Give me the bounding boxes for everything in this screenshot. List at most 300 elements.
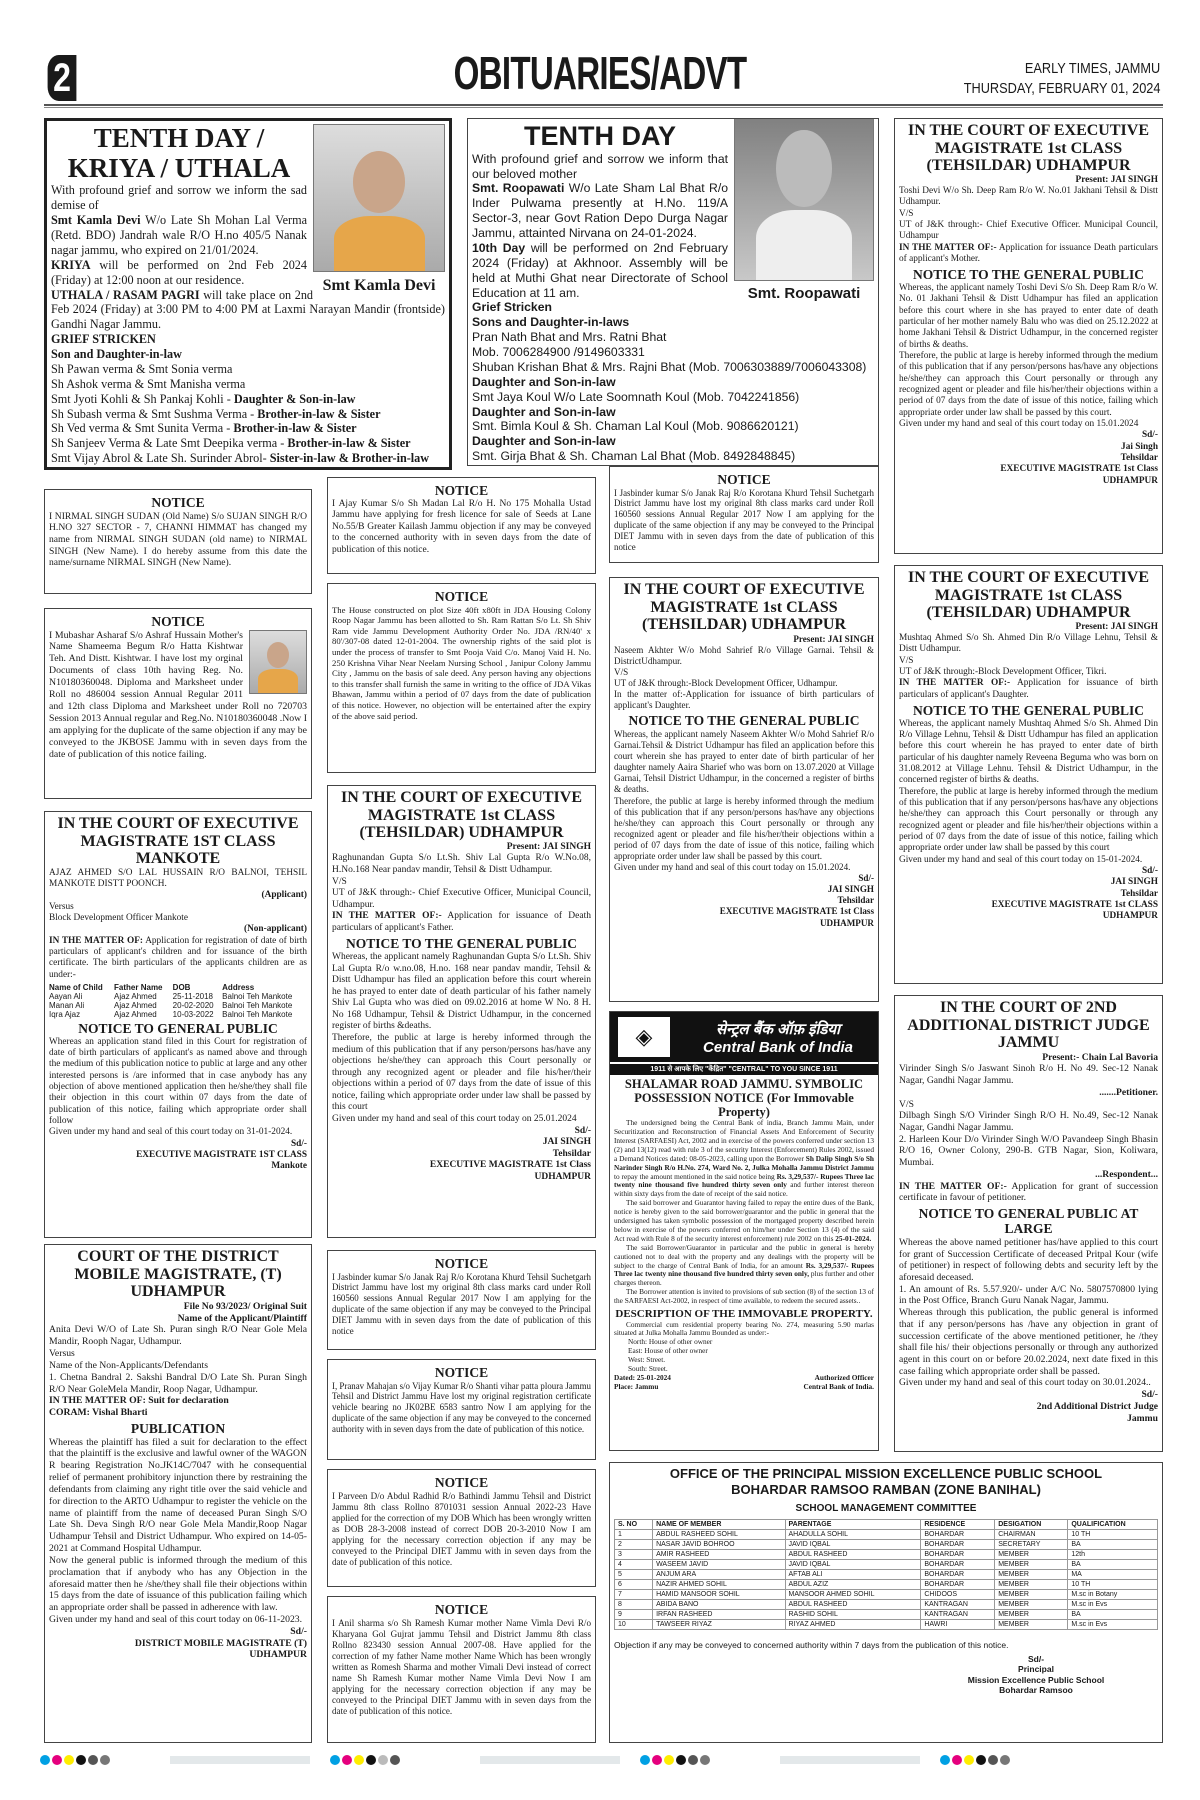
- notice-title: [899, 569, 1158, 622]
- text: IN THE COURT OF EXECUTIVE MAGISTRATE 1st CLASS (TEHSILDAR) UDHAMPUR: [623, 581, 865, 634]
- registration-dot: [342, 1755, 352, 1765]
- text: In the matter of:-Application for issuance of birth particulars of applicant's Daughter.: [614, 689, 874, 711]
- body-text: [899, 209, 1158, 220]
- text: V/S: [899, 208, 914, 219]
- text: EXECUTIVE MAGISTRATE 1ST CLASS: [136, 1149, 307, 1160]
- signature-line: [899, 453, 1158, 464]
- body-text: [899, 1284, 1158, 1307]
- table-cell: BA: [1068, 1609, 1158, 1619]
- body-text: [472, 405, 874, 420]
- text: Smt Vijay Abrol & Late Sh. Surinder Abrol-: [51, 451, 270, 466]
- bank-english-name: Central Bank of India: [702, 1038, 854, 1056]
- body-text: [472, 434, 874, 449]
- notice-jda-house: [327, 583, 596, 773]
- text: The said borrower and Guarantor having failed to repay the entire dues of the Bank, notice is hereby given to the said borrower/guarantor and the public in general that the undersigned has taken symbolic possession of the mortgaged property described herein below in exercise of the powers conferred on him/her under Section 13 (4) of the said Act read with Rule 8 of the security interest enforcement) rule 2002 on this: [614, 1198, 874, 1243]
- table-cell: 8: [615, 1599, 653, 1609]
- body-text: [49, 913, 307, 924]
- table-row: [615, 1529, 1158, 1539]
- text: Commercial cum residential property bearing No. 274, measuring 5.90 marlas situated at Julka Mohalla Jammu Bounded as under:-: [614, 1319, 874, 1338]
- page-number: 2: [48, 55, 77, 101]
- signature-line: Mission Excellence Public School: [967, 1674, 1105, 1685]
- body-text: [614, 667, 874, 678]
- text: 2. Harleen Kour D/o Virinder Singh W/O Pavandeep Singh Bhasin R/O 16, Owner Colony, 290-B. GTB Nagar, Sion, Koliwara, Mumbai.: [899, 1133, 1158, 1169]
- text: TENTH DAY: [523, 121, 677, 151]
- body-text: [899, 667, 1158, 678]
- signature-line: [899, 1389, 1158, 1401]
- signature-line: [899, 900, 1158, 911]
- text: Sh Pawan verma & Smt Sonia verma: [51, 361, 233, 376]
- bold-text: Brother-in-law & Sister: [287, 436, 411, 451]
- text: W/o Late Sh Mohan Lal Verma (Retd. BDO) Jandrah wale R/O H.no 405/5 Nanak nagar jammu, who expired on 21/01/2024.: [51, 213, 308, 257]
- text: I Ajay Kumar S/o Sh Madan Lal R/o H. No 175 Mohalla Ustad Jammu have applying for fresh licence for sale of Seeds at Lane No.55/B Greater Kailash Jammu objection if any may be conveyed to the concerned authority with in seven days from the date of publication of this notice.: [332, 498, 591, 555]
- text: NOTICE: [151, 495, 205, 510]
- table-cell: 20-02-2020: [172, 1001, 214, 1011]
- registration-dot: [952, 1755, 962, 1765]
- bold-text: Sister-in-law & Brother-in-law: [269, 451, 430, 466]
- column-header: S. NO: [615, 1519, 653, 1529]
- signature-line: [49, 1638, 307, 1650]
- court-mankote: [44, 811, 312, 1238]
- body-text: [899, 1181, 1158, 1204]
- table-cell: MEMBER: [995, 1599, 1068, 1609]
- text: NOTICE TO THE GENERAL PUBLIC: [345, 936, 578, 952]
- body-text: [51, 466, 445, 470]
- text: .......Petitioner.: [1099, 1086, 1158, 1098]
- text: NOTICE: [434, 483, 489, 498]
- body-text: [614, 729, 874, 796]
- body-text: [332, 1381, 591, 1435]
- registration-dot: [940, 1755, 950, 1765]
- table-cell: 10 TH: [1068, 1579, 1158, 1589]
- signature-line: [899, 1169, 1158, 1181]
- bold-text: Smt. Roopawati: [472, 181, 565, 196]
- notice-mubashar: [44, 608, 312, 799]
- text: Whereas, the applicant namely Mushtaq Ahmed S/o Sh. Ahmed Din R/o Village Lehnu, Tehsil & Distt Udhampur has filed an application before this court wherein he has prayed to enter date of birth particular of his daughter namely Reveena Beguma who was born on 31.08.2012 at Village Lehnu. Tehsil & District Udhampur, in the concerned register of births & deaths.: [899, 718, 1158, 786]
- registration-dot: [1000, 1755, 1010, 1765]
- text: Sh Ved verma & Smt Sunita Verma -: [51, 421, 234, 436]
- table-cell: Iqra Ajaz: [49, 1010, 81, 1020]
- text: AJAZ AHMED S/O LAL HUSSAIN R/O BALNOI, TEHSIL MANKOTE DISTT POONCH.: [49, 867, 307, 890]
- notice-title: [899, 122, 1158, 175]
- registration-bar: [170, 1756, 310, 1764]
- notice-pranav: [327, 1359, 596, 1460]
- portrait-caption: Smt Kamla Devi: [322, 277, 436, 294]
- table-cell: MA: [1068, 1569, 1158, 1579]
- body-text: [614, 1288, 874, 1306]
- text: DESCRIPTION OF THE IMMOVABLE PROPERTY.: [615, 1307, 873, 1320]
- registration-dot: [52, 1755, 62, 1765]
- text: Pran Nath Bhat and Mrs. Ratni Bhat: [472, 330, 667, 345]
- body-text: [51, 407, 445, 422]
- bold-text: 10th Day: [472, 240, 526, 255]
- table-cell: ABDUL RASHEED: [785, 1549, 921, 1559]
- text: Given under my hand and seal of this court today on 06-11-2023.: [49, 1614, 303, 1625]
- table-header-row: [49, 983, 307, 992]
- body-text: [332, 1491, 591, 1569]
- registration-dot: [988, 1755, 998, 1765]
- text: EXECUTIVE MAGISTRATE 1st Class: [1000, 464, 1158, 475]
- registration-dot: [964, 1755, 974, 1765]
- text: NOTICE: [434, 1602, 489, 1617]
- text: Raghunandan Gupta S/o Lt.Sh. Shiv Lal Gupta R/o W.No.08, H.No.168 Near pandav mandir, Tehsil & Distt Udhampur.: [332, 853, 591, 875]
- registration-dot: [366, 1755, 376, 1765]
- notice-heading: [332, 589, 591, 605]
- text: NOTICE: [434, 1475, 489, 1490]
- text: V/S: [614, 667, 629, 678]
- column-header: Address: [222, 983, 255, 993]
- notice-heading: [332, 936, 591, 952]
- bold-text: IN THE MATTER OF: Suit for declaration: [49, 1395, 229, 1407]
- signature-line: [899, 430, 1158, 441]
- column-header: PARENTAGE: [785, 1519, 921, 1529]
- text: I Jasbinder kumar S/o Janak Raj R/o Korotana Khurd Tehsil Suchetgarh District Jammu have lost my original 8th class marks card under Roll 160560 sessions Annual Regular 2017 Now I am applying for the duplicate of the same objection if any may be conveyed to the Principal DIET Jammu with in seven days from the date of publication of this notice: [614, 487, 874, 552]
- text: I NIRMAL SINGH SUDAN (Old Name) S/o SUJAN SINGH R/O H.NO 327 SECTOR - 7, CHANNI HIMMAT has changed my name from NIRMAL SINGH SUDAN (old name) to NIRMAL SINGH (New Name). I do hereby assume from this date the name/surname NIRMAL SINGH (New Name).: [49, 510, 307, 569]
- registration-dot: [330, 1755, 340, 1765]
- text: V/S: [899, 655, 914, 666]
- text: Smt Jaya Koul W/o Late Soomnath Koul (Mob. 7042241856): [472, 389, 800, 404]
- bank-logo-icon: ◈: [618, 1017, 670, 1057]
- bold-text: Rs. 3,29,537/- Rupees Three lac twenty nine thousand five hundred thirty seven only: [614, 1171, 874, 1190]
- notice-ajay: [327, 477, 596, 574]
- body-text: [51, 436, 445, 451]
- registration-dot: [390, 1755, 400, 1765]
- table-cell: MEMBER: [995, 1569, 1068, 1579]
- text: Sd/-: [1141, 430, 1158, 441]
- body-text: [49, 1127, 307, 1138]
- table-row: [615, 1569, 1158, 1579]
- portrait-photo: [249, 630, 307, 694]
- body-text: [899, 719, 1158, 787]
- body-text: [49, 868, 307, 891]
- notice-jasbinder-2: [327, 1250, 596, 1350]
- body-text: [49, 1324, 307, 1348]
- body-text: [614, 1321, 874, 1339]
- text: The House constructed on plot Size 40ft x80ft in JDA Housing Colony Roop Nagar Jammu has been allotted to Sh. Ram Rattan S/o Lt. Sh Shiv Ram vide Jammu Development Authority Order No. JDA /RN/40' x 80'/307-08 dated 12-01-2004. The ownership rights of the said plot is under the process of transfer to Smt Pooja Vaid C/o. Manoj Vaid H. No. 250 Krishna Vihar Near Neelam Nursing School , Janipur Colony Jammu City , Jammu on the basis of sale deed. Any person having any objections to this transfer shall furnish the same in writing to the office of JDA Vikas Bhawan, Jammu within a period of 07 days from the date of publication of this notice. However, no objection will be entertained after the expiry of the above said period.: [332, 604, 591, 721]
- table-row: [615, 1579, 1158, 1589]
- signature-line: [899, 175, 1158, 186]
- text: UDHAMPUR: [249, 1649, 307, 1661]
- bold-text: UTHALA / RASAM PAGRI: [51, 287, 200, 302]
- table-cell: NASAR JAVID BOHROO: [653, 1539, 785, 1549]
- table-cell: 10-03-2022: [172, 1010, 214, 1020]
- text: Tehsildar: [552, 1148, 591, 1159]
- body-text: [49, 936, 307, 981]
- text: plus further and other charges thereon.: [614, 1269, 874, 1288]
- signature-line: [49, 890, 307, 901]
- table-row: [615, 1599, 1158, 1609]
- signature-line: [899, 476, 1158, 487]
- bank-tagline: 1911 से आपके लिए "केंद्रित" "CENTRAL" TO YOU SINCE 1911: [610, 1064, 878, 1075]
- text: Smt. Bimla Koul & Sh. Chaman Lal Koul (Mob. 9086620121): [472, 419, 799, 434]
- body-text: [899, 220, 1158, 243]
- table-cell: 12th: [1068, 1549, 1158, 1559]
- notice-heading: [332, 483, 591, 499]
- text: I Mubashar Asharaf S/o Ashraf Hussain Mother's Name Shameema Begum R/o Hatta Kishtwar Teh. And Distt. Kishtwar. I have lost my orginal Documents of class 10th having Reg. No. N10180360048. Diploma and Marksheet under Roll no 486004 session Annual Regular 2011 and 12th class Diploma and Marksheet under Roll no 720703 Session 2013 Annual regular and Reg.No. N10180360048 .Now I am applying for the duplicate of the same objection if any may be conveyed to the JKBOSE Jammu with in seven days from the date of publication of this notice failing.: [49, 629, 307, 760]
- text: UT of J&K through:- Chief Executive Officer, Municipal Council, Udhampur.: [332, 888, 591, 910]
- body-text: [332, 1033, 591, 1114]
- table-cell: 5: [615, 1569, 653, 1579]
- school-smc: [609, 1462, 1163, 1743]
- text: Given under my hand and seal of this court today on 15.01.2024: [899, 418, 1139, 429]
- registration-dot: [76, 1755, 86, 1765]
- court-adj-jammu: [894, 995, 1163, 1452]
- text: UT of J&K through:- Chief Executive Officer. Municipal Council, Udhampur: [899, 220, 1158, 242]
- signature-line: [899, 442, 1158, 453]
- body-text: [899, 1307, 1158, 1377]
- text: V/S: [332, 876, 347, 887]
- body-text: [614, 1119, 874, 1199]
- body-text: [899, 656, 1158, 667]
- text: Smt Jyoti Kohli & Sh Pankaj Kohli -: [51, 391, 234, 406]
- text: NOTICE: [717, 472, 771, 487]
- table-cell: 7: [615, 1589, 653, 1599]
- column-header: Name of Child: [49, 983, 103, 993]
- table-cell: AHADULLA SOHIL: [785, 1529, 921, 1539]
- signature-line: [614, 906, 874, 917]
- column-header: DOB: [172, 983, 191, 993]
- text: UT of J&K through:-Block Development Officer, Udhampur.: [614, 678, 838, 689]
- signature-line: [49, 1313, 307, 1325]
- body-text: [332, 911, 591, 934]
- notice-heading: [899, 703, 1158, 719]
- text: I Parveen D/o Abdul Radhid R/o Bathindi Jammu Tehsil and District Jammu 8th class Rollno 8701031 session Annual 2022-23 Have applied for the correction of my DOB Which has been wrongly written as DOB 28-3-2008 instead of correct DOB 20-3-2010 Now I am applying for the necessary correction objection if any may be conveyed to the Principal DIET Jammu with in seven days from the date of publication of this notice.: [332, 1490, 591, 1568]
- body-text: [332, 1272, 591, 1337]
- body-text: [49, 1407, 307, 1419]
- text: IN THE COURT OF EXECUTIVE MAGISTRATE 1ST CLASS MANKOTE: [57, 815, 299, 868]
- text: Whereas through this publication, the public general is informed that if any person/persons has /have any objection in grant of succession certificate of the above mentioned petitioner, he /they shall file his/ their objections personally or through any authorized agent in this court on or before 20.02.2024, next date fixed in this case failing which appropriate order shall be passed.: [899, 1307, 1158, 1377]
- body-text: [614, 796, 874, 863]
- text: NOTICE: [434, 1256, 489, 1271]
- table-cell: Aayan Ali: [49, 992, 83, 1002]
- signature-line: [49, 924, 307, 935]
- body-text: [899, 633, 1158, 656]
- text: 1. An amount of Rs. 5.57.920/- under A/C No. 5807570800 lying in the Post Office, Branch Guru Nanak Nagar, Jammu.: [899, 1283, 1158, 1307]
- registration-dot: [378, 1755, 388, 1765]
- text: V/S: [899, 1098, 914, 1110]
- text: UDHAMPUR: [819, 917, 874, 928]
- court-naseem: [609, 577, 879, 1002]
- text: Given under my hand and seal of this court today on 30.01.2024..: [899, 1377, 1151, 1389]
- table-cell: MEMBER: [995, 1549, 1068, 1559]
- notice-heading: [49, 1421, 307, 1437]
- table-cell: 2: [615, 1539, 653, 1549]
- body-text: [49, 1372, 307, 1396]
- bold-text: IN THE MATTER OF:-: [899, 242, 997, 253]
- signature-line: [614, 895, 874, 906]
- table-cell: 6: [615, 1579, 653, 1589]
- text: Application for issuance Death particulars of applicant's Mother.: [899, 242, 1158, 265]
- text: East: House of other owner: [628, 1346, 708, 1356]
- bold-text: Sh Dalip Singh S/o Sh Narinder Singh R/o H.No. 274, Ward No. 2, Julka Mohalla Jammu District Jammu: [614, 1153, 874, 1172]
- table-cell: 9: [615, 1609, 653, 1619]
- text: IN THE COURT OF EXECUTIVE MAGISTRATE 1st CLASS (TEHSILDAR) UDHAMPUR: [908, 122, 1149, 175]
- text: DISTRICT MOBILE MAGISTRATE (T): [134, 1637, 307, 1649]
- body-text: [899, 283, 1158, 351]
- text: File No 93/2023/ Original Suit: [183, 1300, 307, 1312]
- table-cell: NAZIR AHMED SOHIL: [653, 1579, 785, 1589]
- table-cell: MEMBER: [995, 1559, 1068, 1569]
- body-text: [332, 888, 591, 911]
- body-text: [49, 1395, 307, 1407]
- text: and further interest thereon within sixty days from the date of receipt of the said notice.: [614, 1180, 874, 1199]
- table-cell: ABDUL RASHEED: [785, 1599, 921, 1609]
- text: Mob. 7006284900 /9149603331: [472, 345, 645, 360]
- table-cell: HAMID MANSOOR SOHIL: [653, 1589, 785, 1599]
- committee-table: [614, 1519, 1158, 1630]
- table-row: [615, 1619, 1158, 1629]
- registration-dot: [700, 1755, 710, 1765]
- table-cell: AMIR RASHEED: [653, 1549, 785, 1559]
- table-cell: AFTAB ALI: [785, 1569, 921, 1579]
- text: IN THE COURT OF EXECUTIVE MAGISTRATE 1st CLASS (TEHSILDAR) UDHAMPUR: [341, 789, 582, 842]
- signature-line: [899, 1413, 1158, 1425]
- table-cell: MEMBER: [995, 1609, 1068, 1619]
- text: Virinder Singh S/o Jaswant Sinoh R/o H. No 49. Sec-12 Nanak Nagar, Gandhi Nagar Jammu.: [899, 1063, 1158, 1087]
- body-text: [49, 1555, 307, 1614]
- text: I Anil sharma s/o Sh Ramesh Kumar mother Name Vimla Devi R/o Kharyana Gol Gujrat jammu Tehsil and District Jammu 8th class Rollno 823430 session Annual 2007-08. Have applied for the correction of my father Name mother Name Which has been wrongly written as Romesh Sharma and mother Vimali Devi instead of correct name Sh Ramesh Kumar mother Name Vimla Devi Now I am applying for the necessary correction objection if any may be conveyed to the Principal DIET Jammu with in seven days from the date of publication of this notice.: [332, 1617, 591, 1717]
- table-cell: M.sc in Evs: [1068, 1599, 1158, 1609]
- registration-bar: [480, 1756, 620, 1764]
- court-raghunandan: [327, 785, 596, 1238]
- table-cell: 4: [615, 1559, 653, 1569]
- registration-marks: [40, 1755, 1160, 1767]
- text: Whereas the plaintiff has filed a suit for declaration to the effect that the plaintiff is the exclusive and lawful owner of the WAGON R bearing Registration No.JK14C/7047 with he consequential relief of permanent prohibitory injunction there by restraining the defendants from claiming any right title over the said vehicle and for direction to the ARTO Udhampur to register the vehicle on the name of plaintiff from the name of deceased Puran Singh S/O Late Sh. Deva Singh R/O near Gole Mela Mandir,Roop Nagar Udhampur Tehsil and District Udhampur. Who expired on 14-05-2021 at Command Hospital Udhampur.: [49, 1436, 307, 1555]
- body-text: [899, 1110, 1158, 1133]
- table-cell: RIYAZ AHMED: [785, 1619, 921, 1629]
- bold-text: IN THE MATTER OF:-: [899, 678, 1011, 689]
- bold-text: Grief Stricken: [472, 300, 552, 315]
- text: Now the general public is informed through the medium of this proclamation that if anybody who has any Objection in the aforesaid matter then he /she/they shall file their objections within 15 days from the date of issuance of this publication failing which an appropriate order shall be passed in adherence with law.: [49, 1554, 307, 1614]
- body-text: [614, 862, 874, 873]
- body-text: [472, 375, 874, 390]
- table-cell: MEMBER: [995, 1589, 1068, 1599]
- text: Sd/-: [1141, 1389, 1158, 1401]
- text: Shuban Krishan Bhat & Mrs. Rajni Bhat (Mob. 7006303889/7006043308): [472, 359, 867, 374]
- text: NOTICE TO THE GENERAL PUBLIC: [912, 703, 1145, 719]
- text: Sh Sanjeev Verma & Late Smt Deepika verma -: [51, 436, 288, 451]
- signature-line: [49, 1150, 307, 1161]
- column-header: RESIDENCE: [921, 1519, 995, 1529]
- table-cell: 10 TH: [1068, 1529, 1158, 1539]
- text: Tehsildar: [837, 895, 874, 906]
- text: Name of the Non-Applicants/Defendants: [49, 1359, 208, 1371]
- text: With profound grief and sorrow we inform that our beloved mother: [472, 151, 728, 181]
- body-text: [332, 1618, 591, 1718]
- school-title: OFFICE OF THE PRINCIPAL MISSION EXCELLENCE PUBLIC SCHOOL BOHARDAR RAMSOO RAMBAN (ZONE BANIHAL): [669, 1466, 1103, 1498]
- text: 2nd Additional District Judge: [1036, 1400, 1158, 1412]
- text: IN THE COURT OF 2ND ADDITIONAL DISTRICT JUDGE JAMMU: [907, 999, 1150, 1052]
- table-cell: BOHARDAR: [921, 1579, 995, 1589]
- body-text: [49, 1360, 307, 1372]
- text: Sd/-: [290, 1138, 307, 1149]
- notice-title: [614, 1078, 874, 1119]
- body-text: [614, 1244, 874, 1288]
- body-text: [899, 1377, 1158, 1389]
- text: I, Pranav Mahajan s/o Vijay Kumar R/o Shanti vihar patta ploura Jammu Tehsil and District Jammu Have lost my original registration certificate vehicle bearing no JK02BE 6583 santro Now I am applying for the duplicate of the same objection if any may be conveyed to the concerned authority with in seven days from the date of publication of this notice.: [332, 1380, 591, 1434]
- text: PUBLICATION: [130, 1421, 226, 1437]
- text: Whereas an application stand filed in this Court for registration of date of birth particulars of applicant's as named above and through the medium of this publication notice to public at large and any other interested persons is /are informed that in case anybody has any objection of above mentioned application then he/she/they shall file their objection in this court within 07 days from the date of publication of this notice, failing which appropriate order shall follow: [49, 1036, 307, 1126]
- notice-heading: [899, 267, 1158, 283]
- signature-line: [332, 1137, 591, 1149]
- text: Jai Singh: [1121, 441, 1158, 452]
- text: Mankote: [271, 1161, 307, 1172]
- table-header-row: [615, 1519, 1158, 1529]
- portrait-caption: Smt. Roopawati: [747, 285, 861, 302]
- table-cell: KANTRAGAN: [921, 1599, 995, 1609]
- column-header: NAME OF MEMBER: [653, 1519, 785, 1529]
- body-text: [899, 186, 1158, 209]
- notice-title: [614, 581, 874, 634]
- bank-notice: [609, 1011, 879, 1451]
- text: UDHAMPUR: [1102, 911, 1158, 922]
- text: Tehsildar: [1120, 888, 1158, 899]
- table-cell: CHIDOOS: [921, 1589, 995, 1599]
- notice-title: [332, 789, 591, 842]
- text: South: Street.: [628, 1364, 668, 1374]
- table-cell: BOHARDAR: [921, 1539, 995, 1549]
- registration-dot: [88, 1755, 98, 1765]
- portrait-photo: [734, 118, 874, 281]
- notice-heading: [49, 495, 307, 511]
- registration-dot: [976, 1755, 986, 1765]
- text: Sd/-: [1141, 865, 1158, 876]
- body-text: [472, 345, 874, 360]
- signature-line: [614, 884, 874, 895]
- table-cell: BOHARDAR: [921, 1569, 995, 1579]
- text: Tehsildar: [1120, 452, 1158, 463]
- body-text: [472, 315, 874, 330]
- text: NOTICE TO GENERAL PUBLIC: [78, 1021, 278, 1037]
- signature-line: [899, 1401, 1158, 1413]
- publication-name: EARLY TIMES, JAMMU: [1024, 60, 1160, 77]
- text: Therefore, the public at large is hereby informed through the medium of this publication that if any person/persons has/have any objections he/she/they can approach this Court personally or through any recognized agent or pleader and file his/her/their objections within a period of 07 days from the date of issue of this notice, failing which appropriate order under law shall be passed by this court: [332, 1032, 591, 1113]
- text: Versus: [49, 1348, 75, 1360]
- body-text: [899, 1237, 1158, 1284]
- body-text: [472, 390, 874, 405]
- body-text: [49, 902, 307, 913]
- table-cell: BOHARDAR: [921, 1549, 995, 1559]
- notice-heading: [332, 1475, 591, 1491]
- body-text: [899, 787, 1158, 855]
- bold-text: Daughter and Son-in-law: [472, 404, 616, 419]
- signature-line: [614, 634, 874, 645]
- body-text: [332, 877, 591, 889]
- registration-bar: [780, 1756, 920, 1764]
- text: UDHAMPUR: [1102, 475, 1158, 486]
- text: IN THE COURT OF EXECUTIVE MAGISTRATE 1st CLASS (TEHSILDAR) UDHAMPUR: [908, 569, 1149, 622]
- table-cell: Ajaz Ahmed: [114, 1001, 157, 1011]
- bold-text: Rs. 3,29,537/- Rupees Three lac twenty nine thousand five hundred thirty seven only,: [614, 1260, 874, 1279]
- obit-kamla: [44, 118, 452, 470]
- text: will take place on 2nd Feb 2024 (Friday) at 3:00 PM to 4:00 PM at Laxmi Narayan Mandir (frontside) Gandhi Nagar Jammu.: [51, 287, 445, 332]
- text: JAI SINGH: [827, 884, 874, 895]
- text: Present: JAI SINGH: [793, 633, 874, 644]
- registration-dot: [640, 1755, 650, 1765]
- table-cell: CHAIRMAN: [995, 1529, 1068, 1539]
- section-title: OBITUARIES/ADVT: [453, 47, 747, 99]
- body-text: [332, 1114, 591, 1126]
- text: West: Street.: [628, 1355, 666, 1365]
- text: Present: JAI SINGH: [506, 841, 591, 852]
- table-cell: 25-11-2018: [172, 992, 213, 1002]
- table-row: [49, 992, 307, 1001]
- text: will be performed on 2nd Feb 2024 (Friday) at 12:00 noon at our residence.: [51, 257, 307, 287]
- bold-text: Brother-in-law & Sister: [257, 406, 381, 421]
- text: Application for issuance of Death particulars of applicant's Father.: [332, 911, 591, 933]
- signature-line: [899, 889, 1158, 900]
- table-cell: Balnoi Teh Mankote: [222, 1001, 293, 1011]
- text: NOTICE TO THE GENERAL PUBLIC: [912, 267, 1145, 283]
